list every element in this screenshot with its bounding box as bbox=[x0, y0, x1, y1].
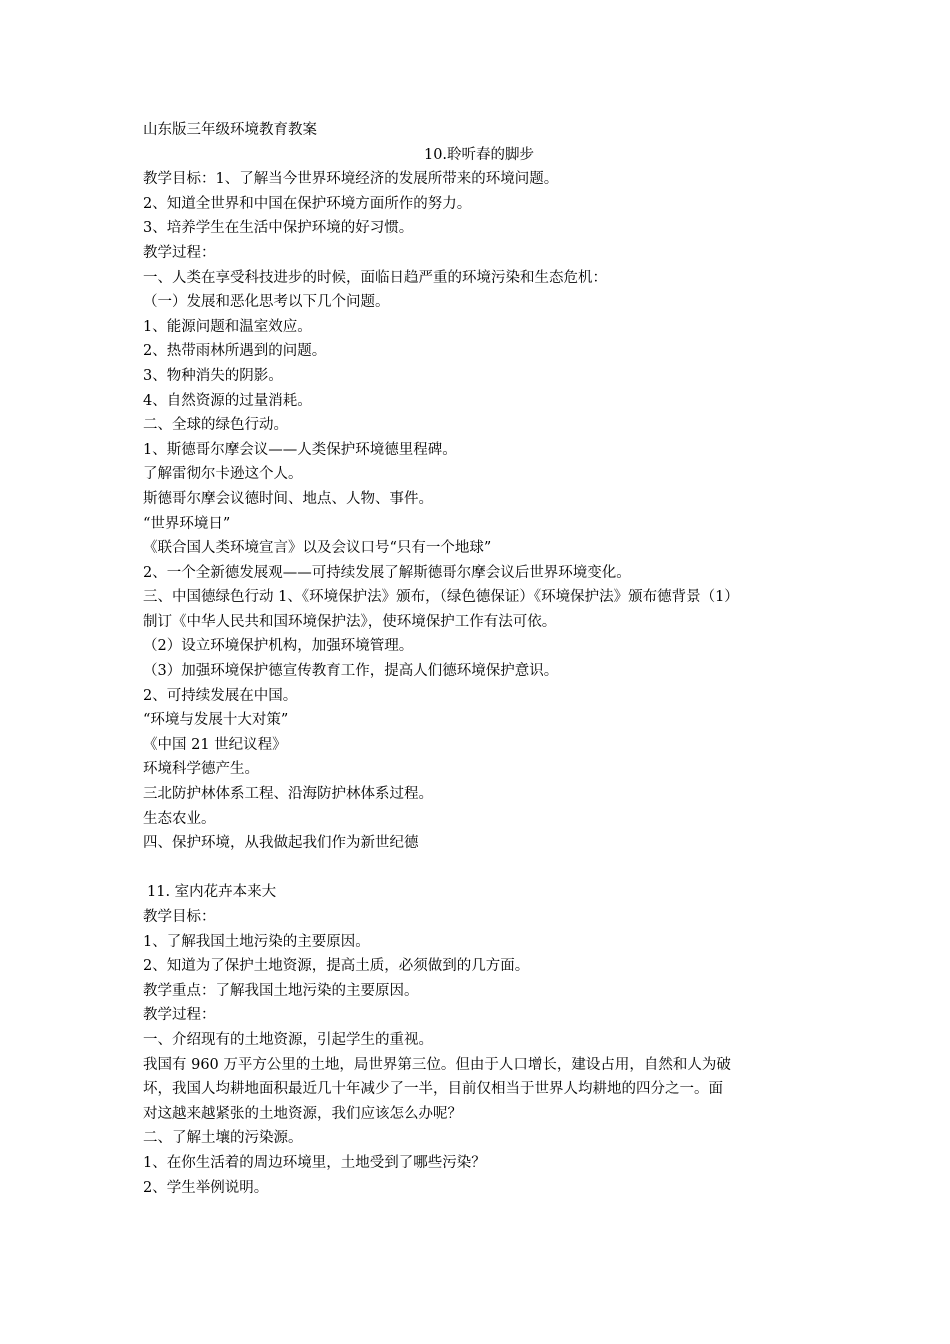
text-line: 四、保护环境，从我做起我们作为新世纪德 bbox=[143, 835, 419, 852]
text-line: （一）发展和恶化思考以下几个问题。 bbox=[143, 294, 390, 311]
lesson-10-title: 10.聆听春的脚步 bbox=[423, 146, 535, 163]
text-line: 《中国 21 世纪议程》 bbox=[143, 736, 287, 753]
lesson-10 bbox=[143, 143, 815, 856]
text-line: 了解雷彻尔卡逊这个人。 bbox=[143, 466, 303, 483]
text-line: 教学重点：了解我国土地污染的主要原因。 bbox=[143, 982, 419, 999]
text-line: （3）加强环境保护德宣传教育工作，提高人们德环境保护意识。 bbox=[143, 663, 559, 680]
text-line: 坏，我国人均耕地面积最近几十年减少了一半，目前仅相当于世界人均耕地的四分之一。面 bbox=[143, 1081, 723, 1098]
text-line: 1、斯德哥尔摩会议——人类保护环境德里程碑。 bbox=[143, 441, 457, 458]
text-line: 斯德哥尔摩会议德时间、地点、人物、事件。 bbox=[143, 490, 433, 507]
lesson-11 bbox=[143, 880, 815, 1200]
text-line: （2）设立环境保护机构，加强环境管理。 bbox=[143, 638, 414, 655]
text-line: 教学目标：1、了解当今世界环境经济的发展所带来的环境问题。 bbox=[143, 171, 559, 188]
lesson-11-lines bbox=[143, 905, 815, 1200]
text-line: 制订《中华人民共和国环境保护法》，使环境保护工作有法可依。 bbox=[143, 613, 557, 630]
text-line: 《联合国人类环境宣言》以及会议口号“只有一个地球” bbox=[143, 540, 492, 557]
text-line: 2、知道为了保护土地资源，提高土质，必须做到的几方面。 bbox=[143, 958, 530, 975]
paragraph-spacer bbox=[143, 856, 815, 881]
text-line: 2、知道全世界和中国在保护环境方面所作的努力。 bbox=[143, 195, 472, 212]
text-line: 对这越来越紧张的土地资源，我们应该怎么办呢？ bbox=[143, 1105, 462, 1122]
text-line: 教学过程： bbox=[143, 244, 216, 261]
text-line: 1、在你生活着的周边环境里，土地受到了哪些污染？ bbox=[143, 1154, 486, 1171]
text-line: 2、可持续发展在中国。 bbox=[143, 687, 298, 704]
lesson-11-title: 11. 室内花卉本来大 bbox=[147, 884, 277, 901]
text-line: 1、能源问题和温室效应。 bbox=[143, 318, 312, 335]
text-line: 三北防护林体系工程、沿海防护林体系过程。 bbox=[143, 786, 433, 803]
text-line: 1、了解我国土地污染的主要原因。 bbox=[143, 933, 370, 950]
document-body bbox=[143, 118, 815, 1200]
text-line: 2、学生举例说明。 bbox=[143, 1179, 269, 1196]
text-line: “环境与发展十大对策” bbox=[143, 712, 289, 729]
lesson-10-lines bbox=[143, 167, 815, 856]
text-line: 2、一个全新德发展观——可持续发展了解斯德哥尔摩会议后世界环境变化。 bbox=[143, 564, 631, 581]
document-header: 山东版三年级环境教育教案 bbox=[143, 122, 317, 138]
text-line: 3、物种消失的阴影。 bbox=[143, 367, 283, 384]
text-line: 教学过程： bbox=[143, 1007, 216, 1024]
text-line: 3、培养学生在生活中保护环境的好习惯。 bbox=[143, 220, 414, 237]
text-line: 教学目标： bbox=[143, 909, 216, 925]
text-line: 一、人类在享受科技进步的时候，面临日趋严重的环境污染和生态危机： bbox=[143, 269, 607, 286]
text-line: 一、介绍现有的土地资源，引起学生的重视。 bbox=[143, 1031, 433, 1048]
text-line: 生态农业。 bbox=[143, 810, 216, 827]
text-line: 三、中国德绿色行动 1、《环境保护法》颁布，（绿色德保证）《环境保护法》颁布德背景（1） bbox=[143, 589, 739, 606]
text-line: 环境科学德产生。 bbox=[143, 761, 259, 778]
text-line: “世界环境日” bbox=[143, 515, 231, 532]
text-line: 4、自然资源的过量消耗。 bbox=[143, 392, 312, 409]
text-line: 二、了解土壤的污染源。 bbox=[143, 1130, 303, 1147]
text-line: 2、热带雨林所遇到的问题。 bbox=[143, 343, 327, 360]
text-line: 我国有 960 万平方公里的土地，局世界第三位。但由于人口增长，建设占用，自然和人为破 bbox=[143, 1056, 731, 1073]
text-line: 二、全球的绿色行动。 bbox=[143, 417, 288, 434]
